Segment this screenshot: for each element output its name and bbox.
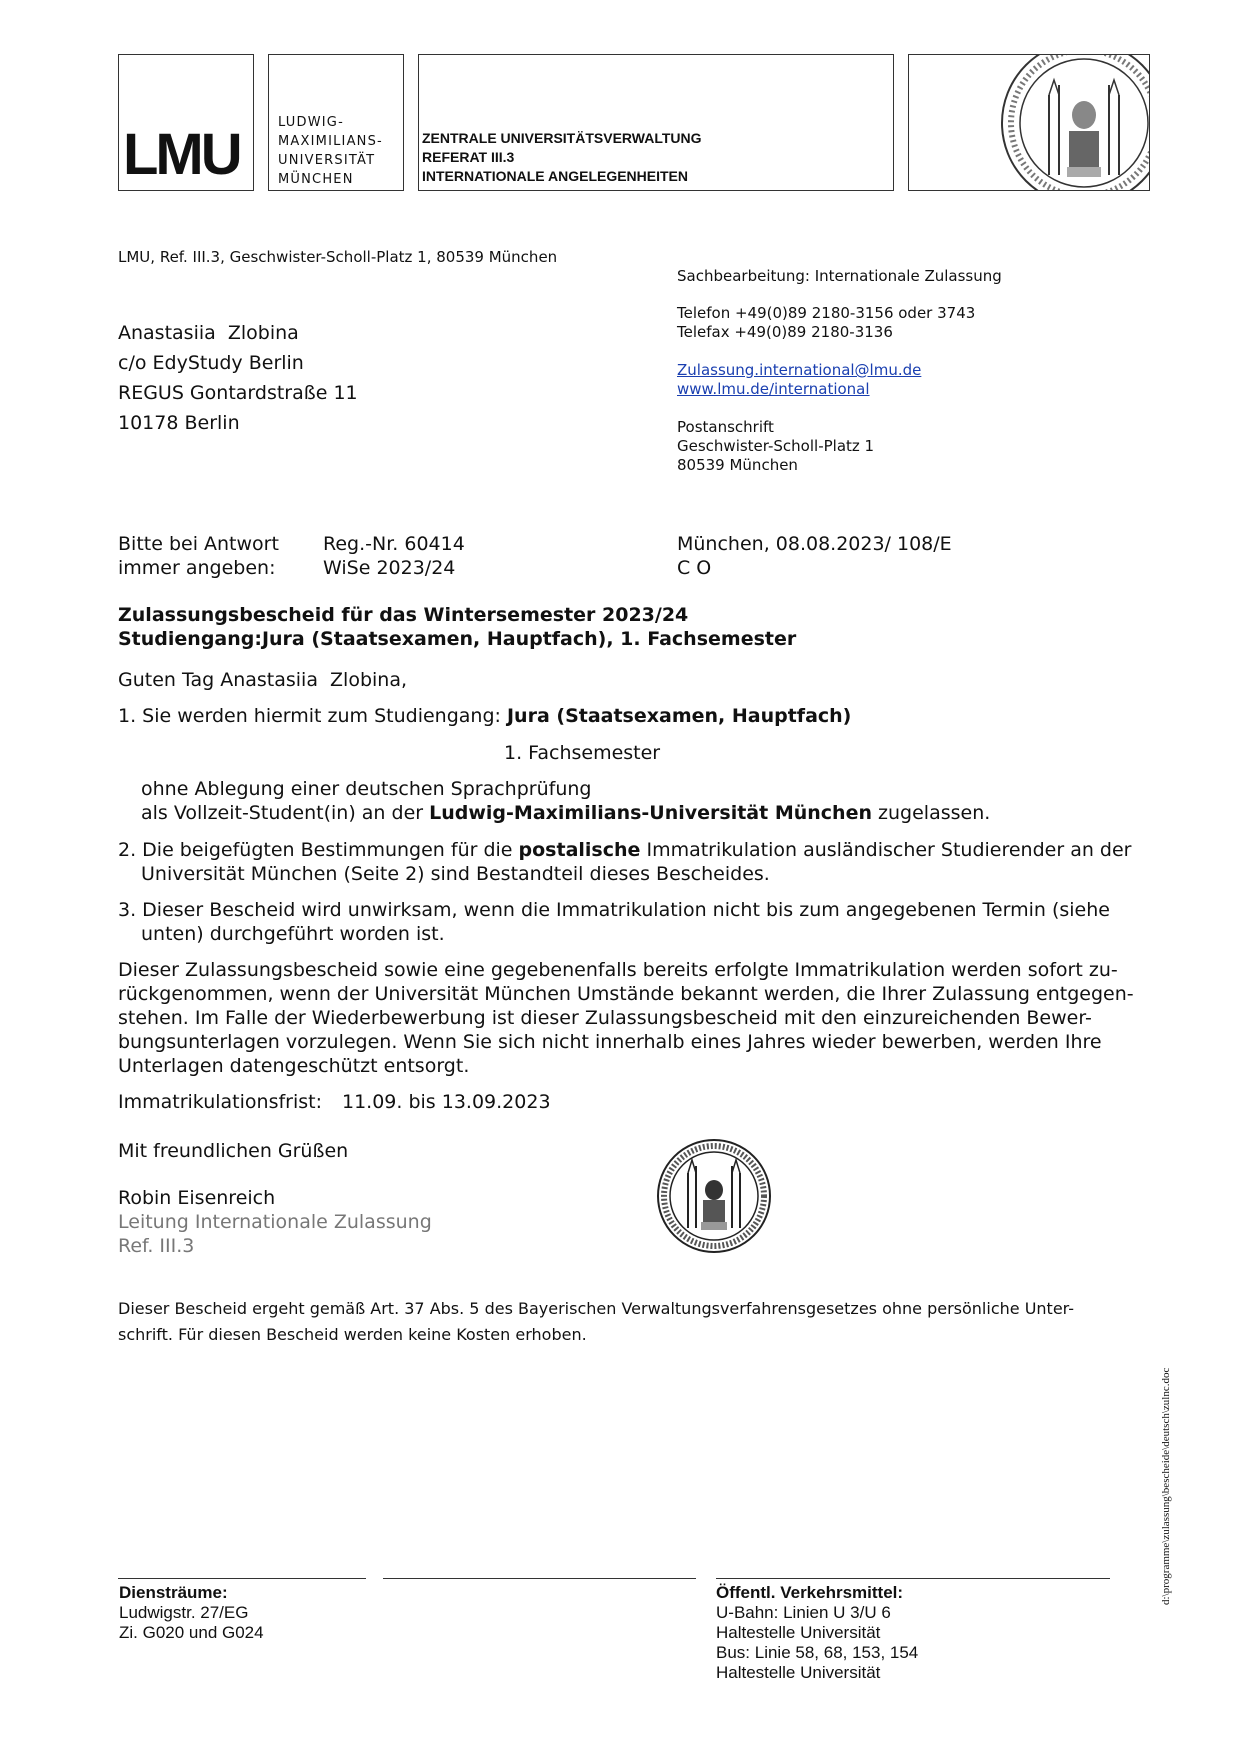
- telefax: Telefax +49(0)89 2180-3136: [677, 323, 893, 341]
- footer-left-title: Diensträume:: [119, 1583, 228, 1602]
- legal-note: Dieser Bescheid ergeht gemäß Art. 37 Abs. 5 des Bayerischen Verwaltungsverfahrensgesetzes ohne persönliche Unter- schrift. Für diesen Bescheid werden keine Kosten erhoben.: [118, 1299, 1074, 1344]
- university-name: LUDWIG- MAXIMILIANS- UNIVERSITÄT MÜNCHEN: [278, 115, 383, 187]
- closing: Mit freundlichen Grüßen: [118, 1140, 349, 1162]
- item-1-fachsemester: 1. Fachsemester: [504, 742, 661, 764]
- frist-label: Immatrikulationsfrist:: [118, 1091, 323, 1113]
- reference-date: [677, 532, 952, 580]
- item-1-program: 1. Sie werden hiermit zum Studiengang: Jura (Staatsexamen, Hauptfach): [118, 705, 852, 727]
- footer-divider: [716, 1578, 1110, 1579]
- department-box: [418, 54, 894, 191]
- postanschrift-city: 80539 München: [677, 456, 798, 474]
- signatory-ref: Ref. III.3: [118, 1235, 195, 1257]
- document-path: d:\programme\zulassung\bescheide\deutsch\zulnc.doc: [1160, 1367, 1172, 1605]
- postanschrift-street: Geschwister-Scholl-Platz 1: [677, 437, 875, 455]
- recipient-address: Anastasiia Zlobina c/o EdyStudy Berlin REGUS Gontardstraße 11 10178 Berlin: [118, 322, 358, 434]
- seal-box: [908, 54, 1150, 191]
- signatory: [118, 1186, 432, 1258]
- logo-box: [118, 54, 254, 191]
- subject: Zulassungsbescheid für das Wintersemester 2023/24 Studiengang:Jura (Staatsexamen, Hauptfach), 1. Fachsemester: [118, 604, 797, 650]
- telefon: Telefon +49(0)89 2180-3156 oder 3743: [677, 304, 976, 322]
- reference-numbers: [323, 532, 465, 580]
- website-link[interactable]: www.lmu.de/international: [677, 380, 870, 398]
- postanschrift-label: Postanschrift: [677, 418, 774, 436]
- footer-right-title: Öffentl. Verkehrsmittel:: [716, 1583, 904, 1602]
- contact-block: [677, 267, 1002, 475]
- registration-number: Reg.-Nr. 60414: [323, 533, 465, 555]
- email-link[interactable]: Zulassung.international@lmu.de: [677, 361, 922, 379]
- item-3: 3. Dieser Bescheid wird unwirksam, wenn die Immatrikulation nicht bis zum angegebenen Termin (siehe unten) durchgeführt worden ist.: [118, 899, 1110, 945]
- lmu-logo: LMU: [123, 122, 240, 187]
- letter-code: C O: [677, 557, 712, 579]
- university-name-box: [268, 54, 404, 191]
- footer-divider: [383, 1578, 696, 1579]
- sachbearbeitung: Sachbearbeitung: Internationale Zulassung: [677, 267, 1002, 285]
- footer-divider: [118, 1578, 366, 1579]
- letter-date: München, 08.08.2023/ 108/E: [677, 533, 952, 555]
- signatory-role: Leitung Internationale Zulassung: [118, 1211, 432, 1233]
- university-seal-icon: [909, 55, 1149, 190]
- university-seal-icon: [656, 1138, 772, 1254]
- item-2: 2. Die beigefügten Bestimmungen für die postalische Immatrikulation ausländischer Studierender an der Universität München (Seite 2) sind Bestandteil dieses Bescheides.: [118, 839, 1132, 885]
- footer-right: Öffentl. Verkehrsmittel: U-Bahn: Linien U 3/U 6 Haltestelle Universität Bus: Linie 58, 68, 153, 154 Haltestelle Universität: [716, 1583, 919, 1682]
- frist-value: 11.09. bis 13.09.2023: [342, 1091, 551, 1113]
- item-1-conditions: ohne Ablegung einer deutschen Sprachprüfung als Vollzeit-Student(in) an der Ludwig-Maximilians-Universität München zugelassen.: [141, 778, 991, 824]
- footer-left: Diensträume: Ludwigstr. 27/EG Zi. G020 und G024: [119, 1583, 264, 1642]
- sender-line: LMU, Ref. III.3, Geschwister-Scholl-Platz 1, 80539 München: [118, 248, 558, 266]
- signatory-name: Robin Eisenreich: [118, 1187, 276, 1209]
- revocation-paragraph: Dieser Zulassungsbescheid sowie eine gegebenenfalls bereits erfolgte Immatrikulation werden sofort zu- rückgenommen, wenn der Universität München Umstände bekannt werden, die Ihrer Zulassung entgegen- stehen. Im Falle der Wiederbewerbung ist dieser Zulassungsbescheid mit den einzureichenden Bewer- bungsunterlagen vorzulegen. Wenn Sie sich nicht innerhalb eines Jahres wieder bewerben, werden Ihre Unterlagen datengeschützt entsorgt.: [118, 959, 1134, 1077]
- department-name: ZENTRALE UNIVERSITÄTSVERWALTUNG REFERAT III.3 INTERNATIONALE ANGELEGENHEITEN: [422, 130, 702, 184]
- reference-labels: Bitte bei Antwort immer angeben:: [118, 533, 279, 579]
- greeting: Guten Tag Anastasiia Zlobina,: [118, 669, 408, 691]
- semester: WiSe 2023/24: [323, 557, 456, 579]
